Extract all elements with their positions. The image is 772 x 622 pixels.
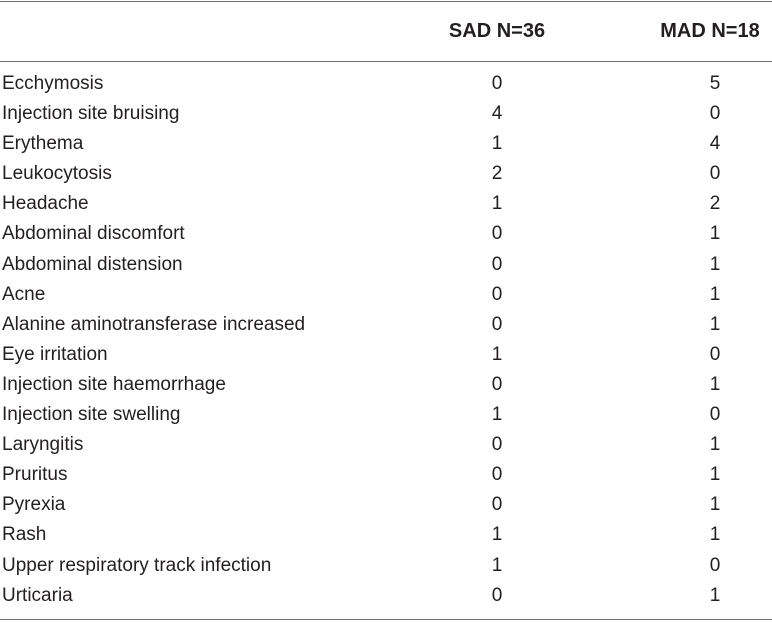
sad-count-cell: 1	[491, 193, 503, 215]
table-row	[0, 189, 772, 219]
mad-count-cell: 1	[709, 524, 721, 546]
table-row	[0, 310, 772, 340]
mad-count-cell: 1	[709, 373, 721, 395]
mad-count-cell: 0	[709, 163, 721, 185]
sad-count-cell: 1	[491, 133, 503, 155]
mad-count-cell: 0	[709, 404, 721, 426]
header-mad: MAD N=18	[660, 20, 760, 42]
event-name-cell: Laryngitis	[2, 434, 84, 456]
event-name-cell: Injection site haemorrhage	[2, 373, 226, 395]
table-row	[0, 370, 772, 400]
sad-count-cell: 1	[491, 554, 503, 576]
sad-count-cell: 0	[491, 73, 503, 94]
sad-count-cell: 0	[491, 373, 503, 395]
mad-count-cell: 1	[709, 464, 721, 486]
table-row	[0, 400, 772, 430]
header-sad: SAD N=36	[448, 20, 546, 42]
event-name-cell: Upper respiratory track infection	[2, 554, 272, 576]
mad-count-cell: 1	[709, 494, 721, 516]
event-name-cell: Rash	[2, 524, 47, 546]
mad-count-cell: 0	[709, 343, 721, 365]
event-name-cell: Urticaria	[2, 584, 73, 606]
mad-count-cell: 1	[709, 253, 721, 275]
table-row	[0, 250, 772, 280]
table-row	[0, 490, 772, 520]
sad-count-cell: 2	[491, 163, 503, 185]
table-row	[0, 159, 772, 189]
table-row	[0, 551, 772, 581]
table-row	[0, 581, 772, 611]
event-name-cell: Injection site bruising	[2, 103, 180, 125]
event-name-cell: Acne	[2, 283, 46, 305]
sad-count-cell: 0	[491, 494, 503, 516]
event-name-cell: Pruritus	[2, 464, 68, 486]
sad-count-cell: 0	[491, 223, 503, 245]
event-name-cell: Abdominal discomfort	[2, 223, 185, 245]
event-name-cell: Headache	[2, 193, 89, 215]
mad-count-cell: 1	[709, 283, 721, 305]
event-name-cell: Ecchymosis	[2, 73, 104, 94]
sad-count-cell: 0	[491, 253, 503, 275]
mad-count-cell: 1	[709, 584, 721, 606]
mad-count-cell: 0	[709, 103, 721, 125]
sad-count-cell: 0	[491, 434, 503, 456]
event-name-cell: Leukocytosis	[2, 163, 112, 185]
event-name-cell: Alanine aminotransferase increased	[2, 313, 306, 335]
table-row	[0, 340, 772, 370]
mad-count-cell: 5	[709, 73, 721, 94]
table-row	[0, 129, 772, 159]
event-name-cell: Pyrexia	[2, 494, 66, 516]
table-row	[0, 69, 772, 99]
sad-count-cell: 0	[491, 464, 503, 486]
sad-count-cell: 1	[491, 343, 503, 365]
table-row	[0, 520, 772, 550]
top-rule	[0, 1, 772, 2]
sad-count-cell: 4	[491, 103, 503, 125]
event-name-cell: Erythema	[2, 133, 84, 155]
event-name-cell: Abdominal distension	[2, 253, 183, 275]
event-name-cell: Injection site swelling	[2, 404, 181, 426]
table-row	[0, 430, 772, 460]
table-row	[0, 460, 772, 490]
table-row	[0, 99, 772, 129]
bottom-rule	[0, 619, 772, 620]
sad-count-cell: 0	[491, 283, 503, 305]
header-rule	[0, 61, 772, 62]
sad-count-cell: 0	[491, 313, 503, 335]
event-name-cell: Eye irritation	[2, 343, 108, 365]
mad-count-cell: 4	[709, 133, 721, 155]
mad-count-cell: 1	[709, 313, 721, 335]
mad-count-cell: 2	[709, 193, 721, 215]
mad-count-cell: 1	[709, 223, 721, 245]
sad-count-cell: 1	[491, 524, 503, 546]
table-row	[0, 280, 772, 310]
sad-count-cell: 0	[491, 584, 503, 606]
mad-count-cell: 1	[709, 434, 721, 456]
table-body	[0, 69, 772, 611]
sad-count-cell: 1	[491, 404, 503, 426]
mad-count-cell: 0	[709, 554, 721, 576]
table-row	[0, 219, 772, 249]
